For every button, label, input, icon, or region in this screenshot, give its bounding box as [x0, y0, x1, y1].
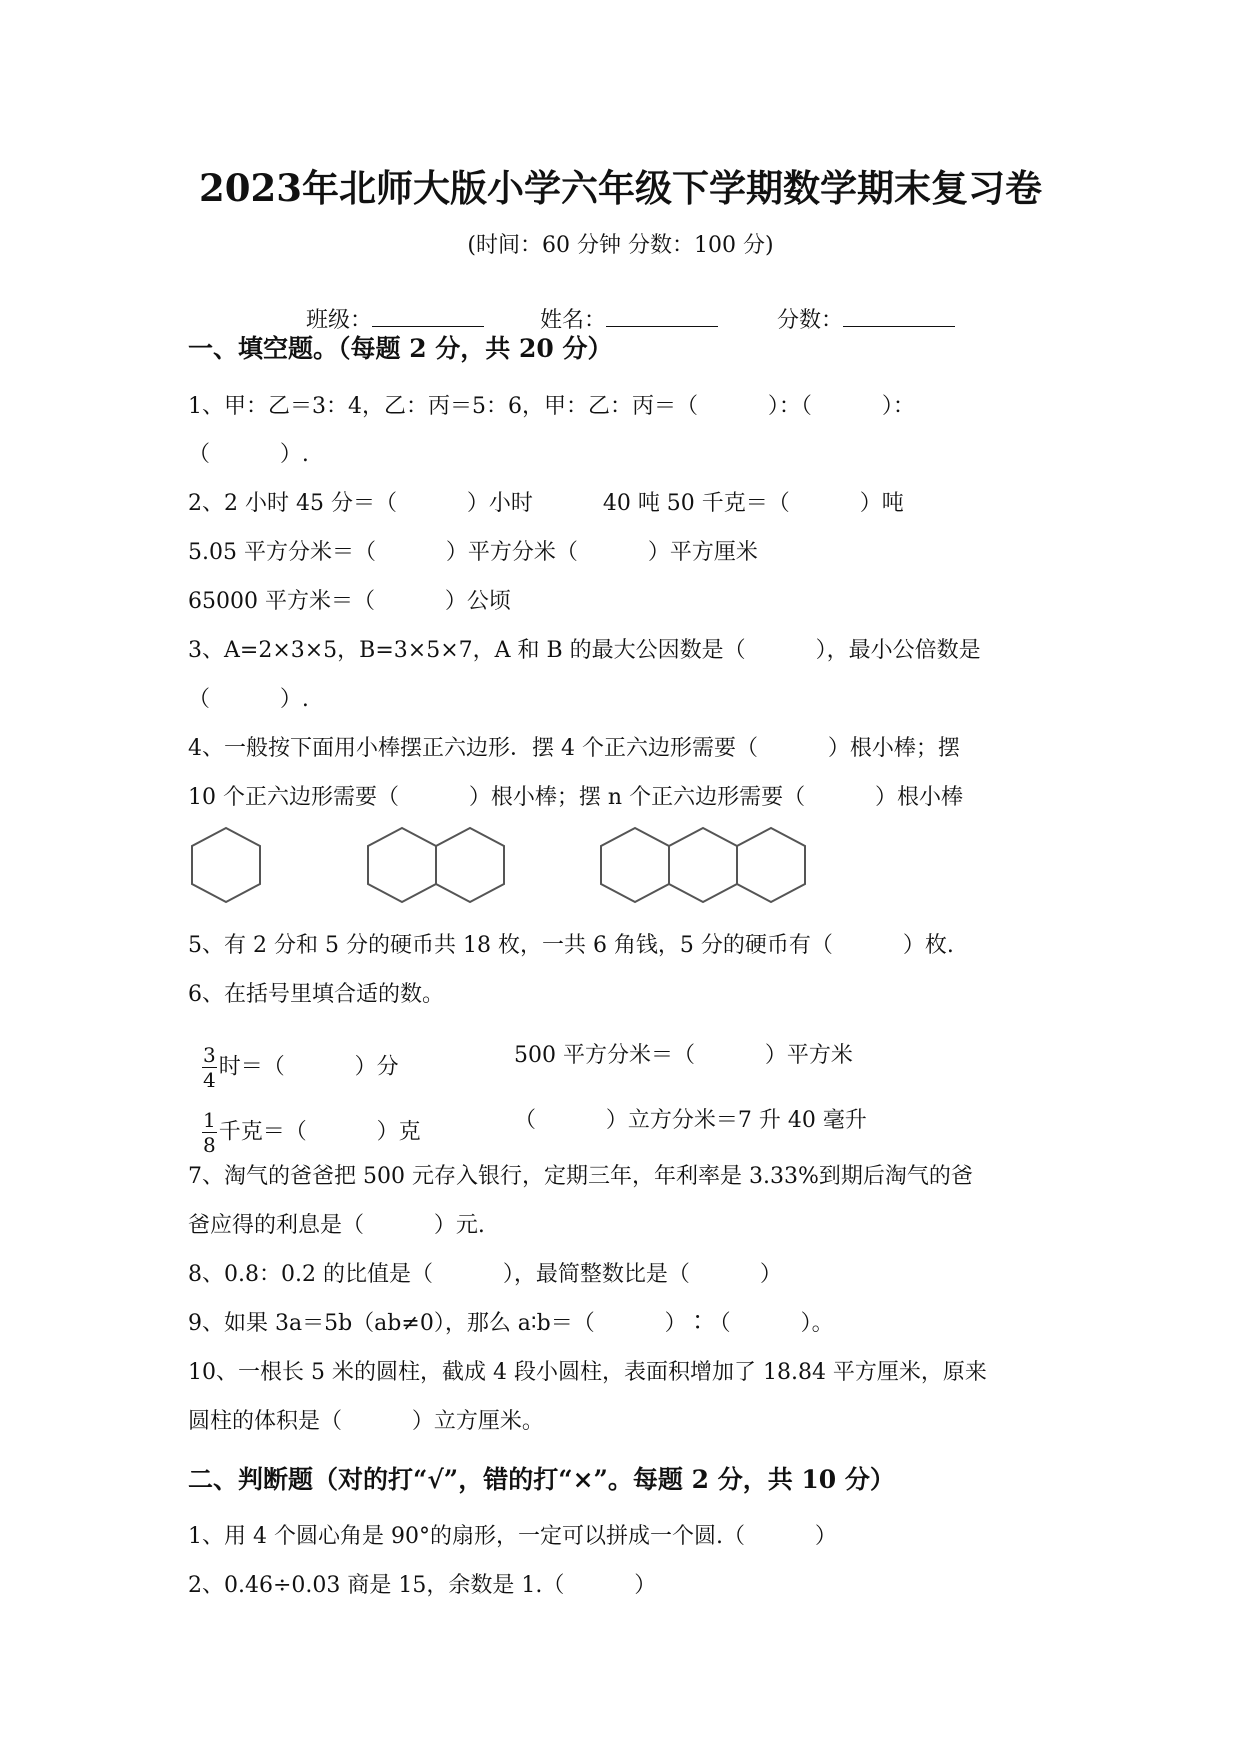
question-line: 2、2 小时 45 分＝（ ）小时 40 吨 50 千克＝（ ）吨 [188, 491, 904, 516]
question-line: （ ）. [188, 687, 309, 712]
question-line: 10、一根长 5 米的圆柱，截成 4 段小圆柱，表面积增加了 18.84 平方厘米，原来 [188, 1360, 987, 1385]
question-line: 3、A=2×3×5，B=3×5×7，A 和 B 的最大公因数是（ ），最小公倍数是 [188, 638, 981, 663]
name-label: 姓名： [540, 308, 607, 333]
hexagon-1 [192, 828, 260, 902]
question-line: 6、在括号里填合适的数。 [188, 982, 444, 1007]
question-line: 1、甲：乙＝3：4，乙：丙＝5：6，甲：乙：丙＝（ ）：（ ）： [188, 394, 915, 419]
question-line: 5.05 平方分米＝（ ）平方分米（ ）平方厘米 [188, 540, 758, 565]
hexagon-3b [669, 828, 737, 902]
question-line: 5、有 2 分和 5 分的硬币共 18 枚，一共 6 角钱，5 分的硬币有（ ）枚. [188, 933, 954, 958]
fraction: $\frac{3}{4}$ [203, 1043, 216, 1092]
hexagon-3a [601, 828, 669, 902]
question-line: 8、0.8：0.2 的比值是（ ），最简整数比是（ ） [188, 1262, 782, 1287]
question-line: 圆柱的体积是（ ）立方厘米。 [188, 1409, 544, 1434]
question-line: 10 个正六边形需要（ ）根小棒；摆 n 个正六边形需要（ ）根小棒 [188, 785, 964, 810]
hexagon-2b [436, 828, 504, 902]
question-line: 2、0.46÷0.03 商是 15，余数是 1.（ ） [188, 1573, 657, 1598]
q6-row1-right: 500 平方分米＝（ ）平方米 [514, 1043, 853, 1068]
section2-heading: 二、判断题（对的打“√”，错的打“×”。每题 2 分，共 10 分） [188, 1465, 895, 1494]
class-label: 班级： [306, 308, 373, 333]
question-line: 爸应得的利息是（ ）元. [188, 1213, 485, 1238]
exam-time-and-score: (时间：60 分钟 分数：100 分) [467, 233, 774, 258]
question-line: 65000 平方米＝（ ）公顷 [188, 589, 511, 614]
fraction: $\frac{1}{8}$ [203, 1108, 216, 1157]
q6-row1-left: 时＝（ ）分 [218, 1054, 399, 1080]
q6-row2-left: 千克＝（ ）克 [218, 1119, 421, 1145]
question-line: 4、一般按下面用小棒摆正六边形．摆 4 个正六边形需要（ ）根小棒；摆 [188, 736, 960, 761]
q6-row-2 [188, 1085, 421, 1155]
question-line: 7、淘气的爸爸把 500 元存入银行，定期三年，年利率是 3.33%到期后淘气的爸 [188, 1164, 973, 1189]
question-line: 9、如果 3a＝5b（ab≠0），那么 a∶b＝（ ）∶（ ）。 [188, 1311, 834, 1336]
hexagon-3c [737, 828, 805, 902]
question-line: （ ）. [188, 442, 309, 467]
q6-row2-right: （ ）立方分米＝7 升 40 毫升 [514, 1108, 867, 1133]
q6-row-1 [188, 1020, 399, 1090]
score-label: 分数： [777, 308, 844, 333]
section1-heading: 一、填空题。（每题 2 分，共 20 分） [188, 334, 613, 363]
hexagon-2a [368, 828, 436, 902]
question-line: 1、用 4 个圆心角是 90°的扇形，一定可以拼成一个圆.（ ） [188, 1524, 837, 1549]
page-title: 2023年北师大版小学六年级下学期数学期末复习卷 [199, 166, 1042, 210]
